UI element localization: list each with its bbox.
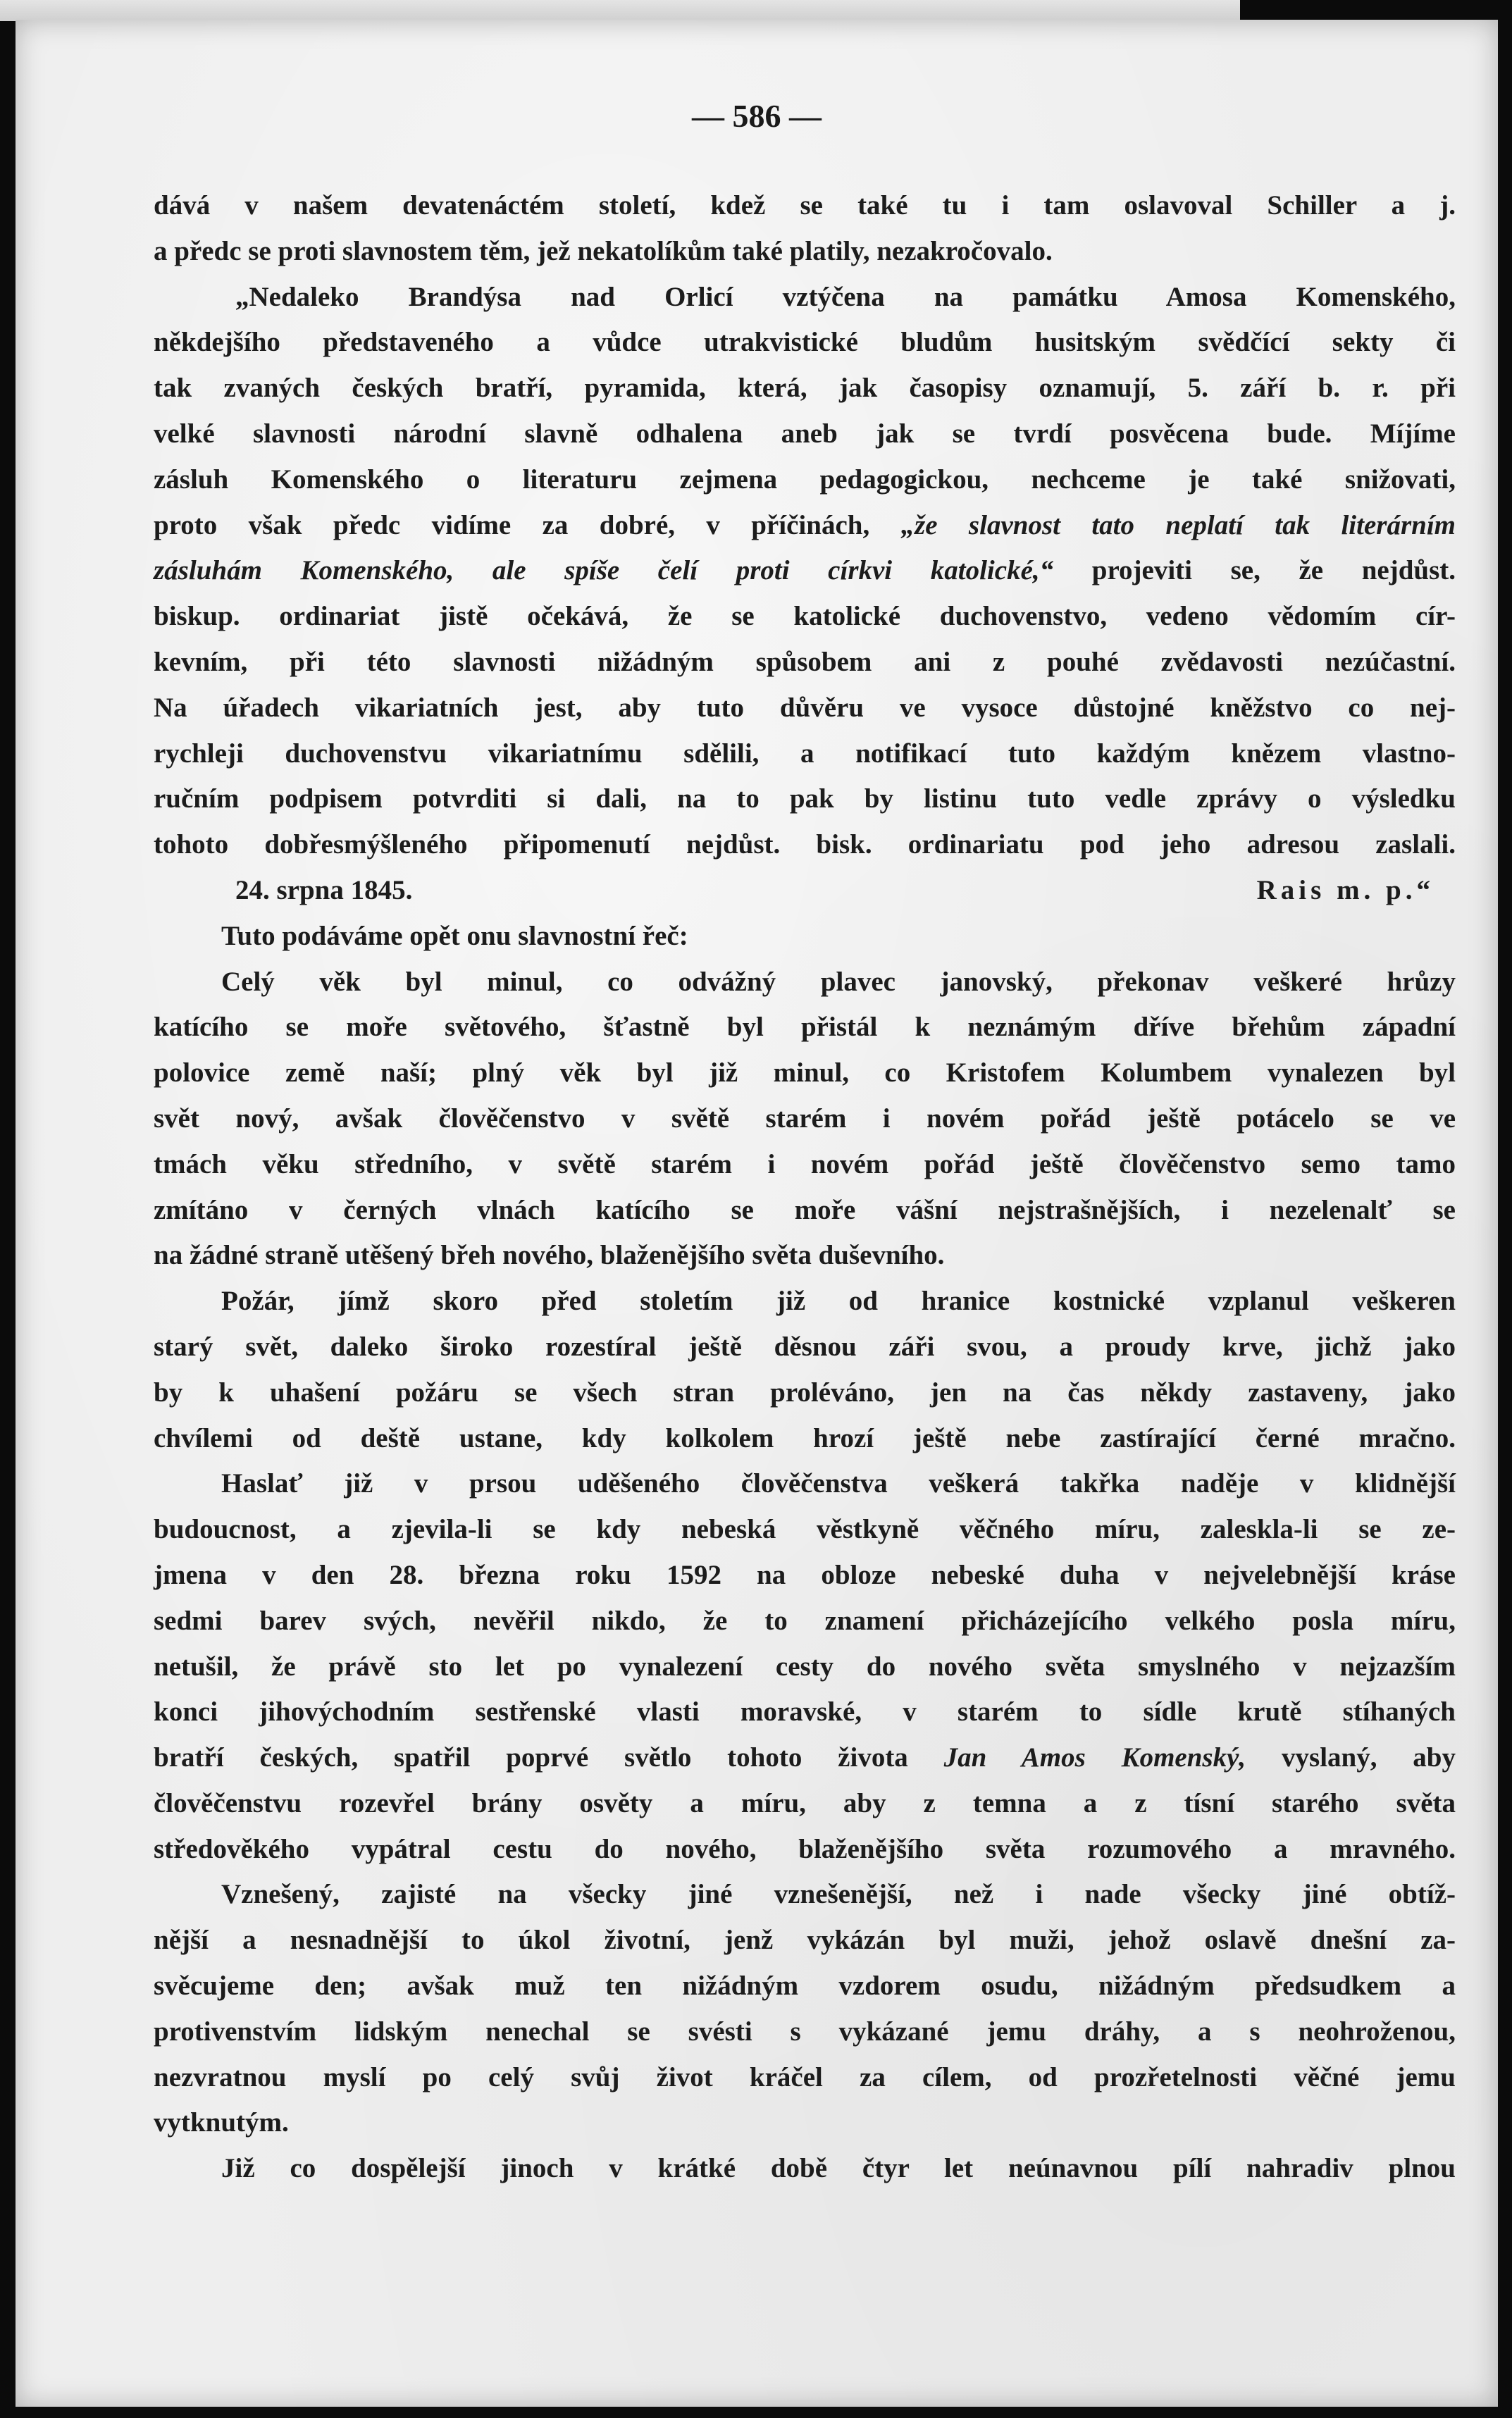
body-text <box>154 183 1456 2192</box>
text-line: polovice země naší; plný věk byl již minul, co Kristofem Kolumbem vynalezen byl <box>154 1058 1456 1089</box>
text-line: jmena v den 28. března roku 1592 na obloze nebeské duha v nejvelebnější kráse <box>154 1559 1456 1590</box>
text-line: svěcujeme den; avšak muž ten nižádným vzdorem osudu, nižádným předsudkem a <box>154 1971 1456 2002</box>
text-line: zmítáno v černých vlnách katícího se moře vášní nejstrašnějších, i nezelenalť se <box>154 1194 1456 1225</box>
signature-line <box>154 868 1456 914</box>
text-line: „Nedaleko Brandýsa nad Orlicí vztýčena na památku Amosa Komenského, <box>235 281 1456 312</box>
signature-name: Rais m. p.“ <box>1256 874 1434 905</box>
text-line <box>154 548 1456 594</box>
text-line: katícího se moře světového, šťastně byl přistál k neznámým dříve břehům západní <box>154 1012 1456 1043</box>
text-line: velké slavnosti národní slavně odhalena aneb jak se tvrdí posvěcena bude. Míjíme <box>154 418 1456 449</box>
italic-name: Jan Amos Komenský, <box>943 1742 1246 1773</box>
text-segment: projeviti se, že nejdůst. <box>1053 555 1456 586</box>
text-line: starý svět, daleko široko rozestíral ještě děsnou záři svou, a proudy krve, jichž jako <box>154 1331 1456 1362</box>
text-line: rychleji duchovenstvu vikariatnímu sdělili, a notifikací tuto každým knězem vlastno- <box>154 738 1456 769</box>
text-segment: bratří českých, spatřil poprvé světlo tohoto života <box>154 1742 908 1773</box>
text-line: a předc se proti slavnostem těm, jež nekatolíkům také platily, nezakročovalo. <box>154 235 1053 266</box>
text-line: vytknutým. <box>154 2107 289 2138</box>
signature-date: 24. srpna 1845. <box>235 874 413 905</box>
adjacent-page-edge <box>0 0 1240 21</box>
text-line: protivenstvím lidským nenechal se svésti s vykázané jemu dráhy, a s neohroženou, <box>154 2016 1456 2047</box>
italic-quote: zásluhám Komenského, ale spíše čelí proti církvi katolické,“ <box>154 555 1054 586</box>
text-line <box>154 1735 1456 1781</box>
text-line: Tuto podáváme opět onu slavnostní řeč: <box>221 920 688 951</box>
text-line: nější a nesnadnější to úkol životní, jenž vykázán byl muži, jehož oslavě dnešní za- <box>154 1925 1456 1956</box>
text-line: Celý věk byl minul, co odvážný plavec janovský, překonav veškeré hrůzy <box>221 966 1456 997</box>
text-line: chvílemi od deště ustane, kdy kolkolem hrozí ještě nebe zastírající černé mračno. <box>154 1422 1456 1453</box>
text-line: tmách věku středního, v světě starém i novém pořád ještě člověčenstvo semo tamo <box>154 1148 1456 1179</box>
text-line: Na úřadech vikariatních jest, aby tuto důvěru ve vysoce důstojné kněžstvo co nej- <box>154 692 1456 723</box>
document-page <box>16 20 1498 2407</box>
text-line: nezvratnou myslí po celý svůj život kráčel za cílem, od prozřetelnosti věčné jemu <box>154 2062 1456 2092</box>
text-line: budoucnost, a zjevila-li se kdy nebeská věstkyně věčného míru, zaleskla-li se ze- <box>154 1514 1456 1545</box>
text-line <box>154 503 1456 549</box>
text-line: kevním, při této slavnosti nižádným spůsobem ani z pouhé zvědavosti nezúčastní. <box>154 646 1456 677</box>
text-line: ručním podpisem potvrditi si dali, na to pak by listinu tuto vedle zprávy o výsledku <box>154 783 1456 814</box>
text-line: by k uhašení požáru se všech stran proléváno, jen na čas někdy zastaveny, jako <box>154 1377 1456 1408</box>
text-line: dává v našem devatenáctém století, kdež se také tu i tam oslavoval Schiller a j. <box>154 190 1456 221</box>
text-line: středověkého vypátral cestu do nového, blaženějšího světa rozumového a mravného. <box>154 1833 1456 1864</box>
text-line: tak zvaných českých bratří, pyramida, která, jak časopisy oznamují, 5. září b. r. při <box>154 373 1456 404</box>
text-line: Vznešený, zajisté na všecky jiné vznešenější, než i nade všecky jiné obtíž- <box>221 1879 1456 1910</box>
page-number: — 586 — <box>692 98 822 134</box>
text-line: konci jihovýchodním sestřenské vlasti moravské, v starém to sídle krutě stíhaných <box>154 1697 1456 1728</box>
text-segment: proto však předc vidíme za dobré, v příčinách, <box>154 509 870 540</box>
text-line: tohoto dobřesmýšleného připomenutí nejdůst. bisk. ordinariatu pod jeho adresou zaslali. <box>154 829 1456 860</box>
text-line: člověčenstvu rozevřel brány osvěty a míru, aby z temna a z tísní starého světa <box>154 1787 1456 1818</box>
text-line: zásluh Komenského o literaturu zejmena pedagogickou, nechceme je také snižovati, <box>154 464 1456 495</box>
text-line: na žádné straně utěšený břeh nového, blaženějšího světa duševního. <box>154 1240 945 1271</box>
italic-quote: „že slavnost tato neplatí tak literárním <box>900 509 1456 540</box>
text-line: sedmi barev svých, nevěřil nikdo, že to znamení přicházejícího velkého posla míru, <box>154 1605 1456 1636</box>
text-segment: vyslaný, aby <box>1246 1742 1456 1773</box>
text-line: svět nový, avšak člověčenstvo v světě starém i novém pořád ještě potácelo se ve <box>154 1103 1456 1134</box>
text-line: Požár, jímž skoro před stoletím již od hranice kostnické vzplanul veškeren <box>221 1286 1456 1317</box>
text-line: biskup. ordinariat jistě očekává, že se katolické duchovenstvo, vedeno vědomím cír- <box>154 601 1456 632</box>
text-line: Již co dospělejší jinoch v krátké době čtyr let neúnavnou pílí nahradiv plnou <box>221 2153 1456 2184</box>
text-line: Haslať již v prsou uděšeného člověčenstva veškerá takřka naděje v klidnější <box>221 1468 1456 1499</box>
text-line: netušil, že právě sto let po vynalezení cesty do nového světa smyslného v nejzazším <box>154 1651 1456 1682</box>
text-line: někdejšího představeného a vůdce utrakvistické bludům husitským svědčící sekty či <box>154 327 1456 358</box>
